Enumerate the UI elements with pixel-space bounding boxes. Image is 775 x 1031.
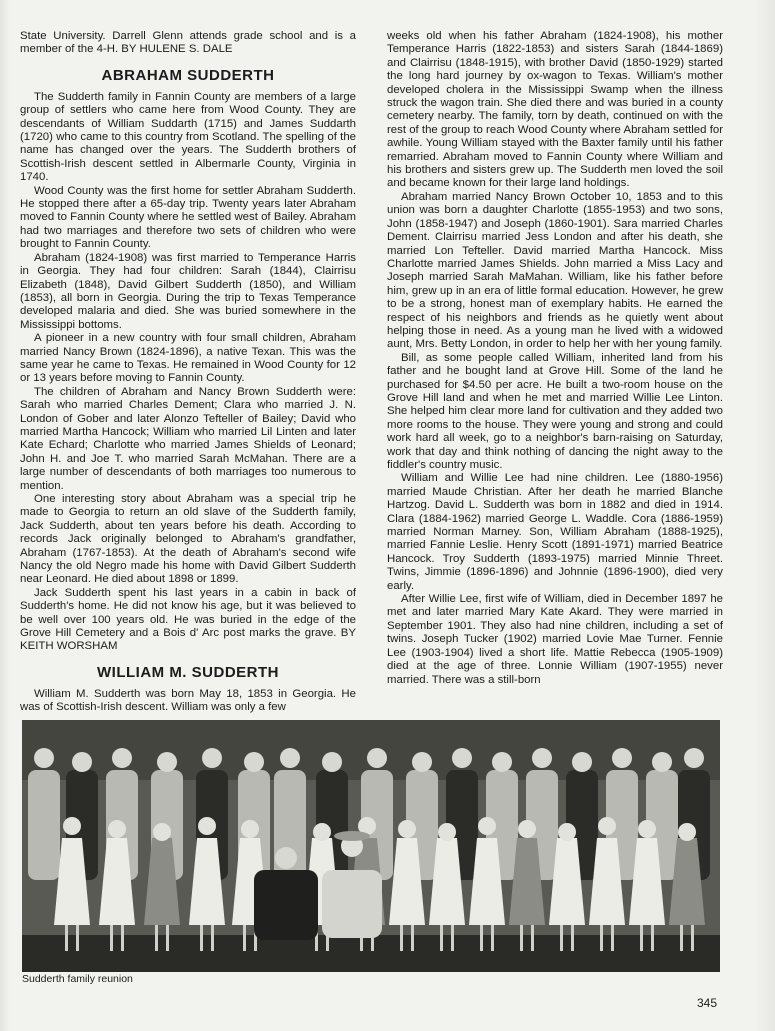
photo-child-leg — [76, 925, 79, 951]
photo-person-back-head — [34, 748, 54, 768]
photo-person-back-head — [322, 752, 342, 772]
photo-person-back-head — [280, 748, 300, 768]
photo-child-leg — [155, 925, 158, 951]
photo-child-leg — [411, 925, 414, 951]
paragraph: A pioneer in a new country with four small children, Abraham married Nancy Brown (1824-1896), a native Texan. This was the same year he came to Texas. He remained in Wood County for 12 or 13 years before moving to Fannin County. — [20, 332, 356, 385]
right-column — [387, 30, 723, 720]
photo-child-leg — [480, 925, 483, 951]
photo-caption: Sudderth family reunion — [22, 973, 133, 985]
paragraph: William and Willie Lee had nine children. Lee (1880-1956) married Maude Christian. After her death he married Blanche Hartzog. David L. Sudderth was born in 1882 and died in 1914. Clara (1884-1962) married George L. Waddle. Cora (1886-1959) married Norman Marney. Son, William Abraham (1888-1925), married Fannie Leslie. Henry Scott (1891-1971) married Beatrice Hancock. Troy Sudderth (1893-1975) married Minnie Threet. Twins, Jimmie (1896-1896) and Johnnie (1896-1900), died very early. — [387, 472, 723, 592]
photo-child-leg — [440, 925, 443, 951]
paragraph: The children of Abraham and Nancy Brown Sudderth were: Sarah who married Charles Dement; Clara who married J. N. London of Gober and later Alonzo Tefteller of Bailey; David who married Martha Hancock; William who married Lil Linten and later Kate Echard; Charlotte who married James Shields of Leonard; John H. and Joe T. who married Sarah McMahan. There are a large number of descendants of both marriages too numerous to mention. — [20, 385, 356, 492]
photo-person-back-head — [202, 748, 222, 768]
photo-person-back-head — [412, 752, 432, 772]
page-left-edge — [0, 0, 10, 1031]
photo-seated-elder-body — [254, 870, 318, 940]
photo-child-head — [478, 817, 496, 835]
photo-person-back-head — [532, 748, 552, 768]
page-right-edge — [755, 0, 775, 1031]
photo-child-head — [558, 823, 576, 841]
paragraph: Wood County was the first home for settler Abraham Sudderth. He stopped there after a 65-day trip. Twenty years later Abraham moved to Fannin County where he settled west of Bailey. Abraham had two marriages and therefore two sets of children who were brought to Fannin County. — [20, 184, 356, 251]
photo-person-back-head — [572, 752, 592, 772]
paragraph: William M. Sudderth was born May 18, 1853 in Georgia. He was of Scottish-Irish descent. William was only a few — [20, 687, 356, 714]
photo-child-head — [241, 820, 259, 838]
paragraph: After Willie Lee, first wife of William, died in December 1897 he met and later married Mary Kate Akard. They were married in September 1901. They also had nine children, including a set of twins. Joseph Tucker (1902) married Lovie Mae Turner. Fennie Lee (1903-1904) lived a short life. Mattie Rebecca (1905-1909) died at the age of three. Lonnie William (1907-1955) never married. There was a still-born — [387, 593, 723, 686]
photo-child-leg — [531, 925, 534, 951]
photo-child-head — [313, 823, 331, 841]
photo-child-leg — [640, 925, 643, 951]
photo-person-back-head — [244, 752, 264, 772]
heading-abraham-sudderth: ABRAHAM SUDDERTH — [101, 66, 275, 84]
paragraph — [20, 587, 356, 654]
photo-child-head — [638, 820, 656, 838]
photo-child-head — [398, 820, 416, 838]
photo-child-leg — [121, 925, 124, 951]
photo-child-head — [518, 820, 536, 838]
photo-child-head — [198, 817, 216, 835]
photo-child-head — [598, 817, 616, 835]
photo-child-leg — [571, 925, 574, 951]
paragraph: One interesting story about Abraham was a special trip he made to Georgia to return an old slave of the Sudderth family, Jack Sudderth, about ten years before his death. According to records Jack originally belonged to Abraham's grandfather, Abraham (1767-1853). At the death of Abraham's second wife Nancy the old Negro made his home with David Gilbert Sudderth near Leonard. He died about 1898 or 1899. — [20, 493, 356, 586]
page-number: 345 — [697, 996, 718, 1010]
photo-child-leg — [451, 925, 454, 951]
photo-child-leg — [400, 925, 403, 951]
paragraph: Bill, as some people called William, inherited land from his father and he bought land at Grove Hill. Some of the land he purchased for $4.50 per acre. He built a two-room house on the Grove Hill land and when he met and married Willie Lee Linton. She helped him clear more land for cultivation and they added two more rooms to the house. They were young and strong and could work hard all week, go to a neighbor's barn-raising on Saturday, work that day and think nothing of dancing the night away to the fiddler's country music. — [387, 351, 723, 471]
photo-child-head — [108, 820, 126, 838]
photo-child-leg — [680, 925, 683, 951]
photo-person-back-head — [72, 752, 92, 772]
photo-child-leg — [611, 925, 614, 951]
family-reunion-photo — [22, 720, 720, 972]
photo-child-leg — [243, 925, 246, 951]
photo-person-back-head — [112, 748, 132, 768]
photo-person-back-head — [367, 748, 387, 768]
photo-child-leg — [491, 925, 494, 951]
photo-child-leg — [560, 925, 563, 951]
photo-person-back-head — [492, 752, 512, 772]
photo-illustration — [22, 720, 720, 972]
photo-child-leg — [65, 925, 68, 951]
photo-child-leg — [600, 925, 603, 951]
photo-child-head — [438, 823, 456, 841]
byline: BY KEITH WORSHAM — [20, 627, 356, 653]
photo-person-back-head — [684, 748, 704, 768]
paragraph: weeks old when his father Abraham (1824-1908), his mother Temperance Harris (1822-1853) and sisters Sarah (1844-1869) and Clairrisu (1848-1915), with brother David (1850-1929) started the long hard journey by ox-wagon to Texas. William's mother developed cholera in the Mississippi Swamp when the illness struck the wagon train. She died there and was buried in a county cemetery nearby. The family, torn by death, continued on with the rest of the group to reach Wood County where Abraham settled for awhile. Young William stayed with the Baxter family until his father remarried. Abraham moved to Fannin County where William and his brothers and sisters grew up. The Sudderth men loved the soil and became known for their large land holdings. — [387, 30, 723, 190]
photo-person-back-head — [612, 748, 632, 768]
photo-child-head — [63, 817, 81, 835]
heading-william-sudderth: WILLIAM M. SUDDERTH — [97, 663, 279, 681]
paragraph: Abraham (1824-1908) was first married to Temperance Harris in Georgia. They had four children: Sarah (1844), Clairrisu Elizabeth (1848), David Gilbert Sudderth (1850), and William (1853), all born in Georgia. During the trip to Texas Temperance developed malaria and died. She was buried somewhere in the Mississippi bottoms. — [20, 251, 356, 331]
photo-child-leg — [110, 925, 113, 951]
photo-person-back-body — [28, 770, 60, 880]
photo-hat — [334, 831, 370, 841]
left-column — [20, 30, 356, 720]
photo-child-leg — [651, 925, 654, 951]
photo-seated-elder-body — [322, 870, 382, 938]
photo-child-leg — [211, 925, 214, 951]
photo-child-head — [678, 823, 696, 841]
photo-person-back-head — [157, 752, 177, 772]
paragraph: The Sudderth family in Fannin County are members of a large group of settlers who came here from Wood County. They are descendants of William Suddarth (1715) and James Suddarth (1720) who came to this country from Scotland. The spelling of the name has changed over the years. The Sudderth brothers of Scottish-Irish descent settled in Albermarle County, Virginia in 1740. — [20, 90, 356, 184]
intro-text: State University. Darrell Glenn attends grade school and is a member of the 4-H. — [20, 30, 356, 56]
paragraph-text: Jack Sudderth spent his last years in a cabin in back of Sudderth's home. He did not know his age, but it was believed to be well over 100 years old. He was buried in the edge of the Grove Hill Cemetery and a Bois d' Arc post marks the grave. — [20, 586, 356, 640]
photo-child-leg — [691, 925, 694, 951]
photo-person-back-head — [652, 752, 672, 772]
photo-child-leg — [200, 925, 203, 951]
paragraph: Abraham married Nancy Brown October 10, 1853 and to this union was born a daughter Charlotte (1855-1953) and two sons, John (1858-1947) and Joseph (1860-1901). Sara married Charles Dement. Clairrisu married Jess London and after his death, she married Lon Tefteller. David married Martha Hancock. Miss Charlotte married James Shields. John married a Miss Lacy and Joseph married Sarah MaMahan. William, like his father before him, grew up in an era of little formal education. However, he grew to be a strong, honest man of exemplary habits. He earned the respect of his neighbors and friends as he quietly went about helping those in need. As a young man he lived with a widowed aunt, Mrs. Betty London, in order to help her with her young family. — [387, 190, 723, 351]
photo-child-leg — [166, 925, 169, 951]
photo-person-back-head — [452, 748, 472, 768]
intro-paragraph — [20, 30, 356, 57]
intro-byline: BY HULENE S. DALE — [121, 43, 233, 56]
photo-child-head — [153, 823, 171, 841]
photo-child-leg — [520, 925, 523, 951]
photo-seated-elder-head — [275, 847, 297, 869]
